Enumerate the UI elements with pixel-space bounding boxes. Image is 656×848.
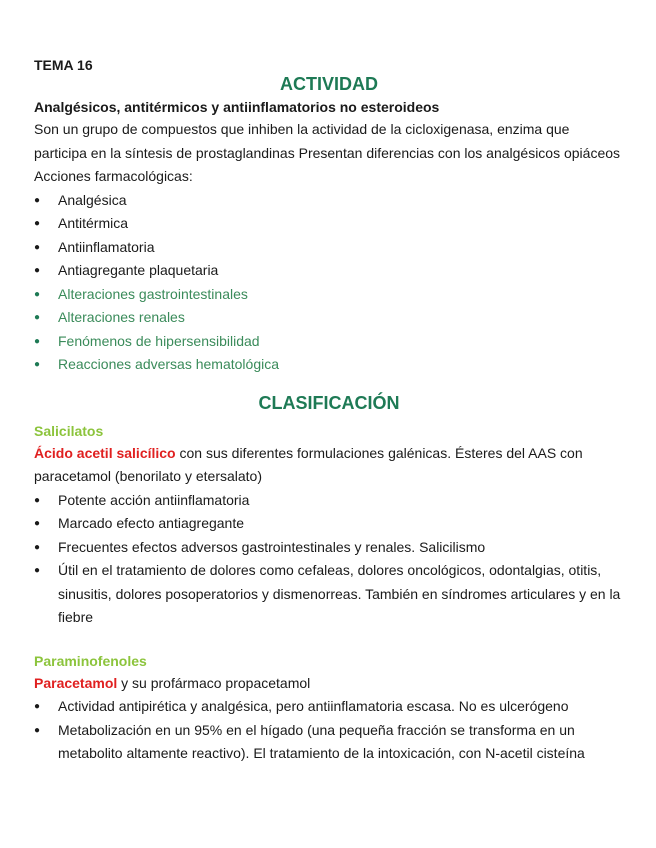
list-item: ● Útil en el tratamiento de dolores como cefaleas, dolores oncológicos, odontalgias, otitis, sinusitis, dolores posoperatorios y dismenorreas. También en síndromes articulares y en la fiebre [34, 559, 624, 630]
list-item: ● Metabolización en un 95% en el hígado (una pequeña fracción se transforma en un metabolito altamente reactivo). El tratamiento de la intoxicación, con N-acetil cisteína [34, 719, 624, 766]
list-item: ● Antitérmica [34, 212, 624, 236]
acciones-list [34, 189, 624, 377]
list-item: ● Antiinflamatoria [34, 236, 624, 260]
list-item: ● Frecuentes efectos adversos gastrointestinales y renales. Salicilismo [34, 536, 624, 560]
list-item: ● Antiagregante plaquetaria [34, 259, 624, 283]
salicilatos-paragraph [34, 442, 624, 489]
subtitle: Analgésicos, antitérmicos y antiinflamatorios no esteroideos [34, 99, 440, 115]
list-item: ● Alteraciones gastrointestinales [34, 283, 624, 307]
list-item: ● Potente acción antiinflamatoria [34, 489, 624, 513]
list-item: ● Analgésica [34, 189, 624, 213]
subheading-salicilatos: Salicilatos [34, 422, 104, 439]
subheading-paraminofenoles: Paraminofenoles [34, 652, 147, 669]
drug-description: con sus diferentes formulaciones galénicas. Ésteres del AAS con paracetamol (benorilato y etersalato) [34, 444, 583, 484]
paraminofenoles-list [34, 695, 624, 766]
document-page [34, 55, 624, 766]
drug-name: Paracetamol [34, 674, 118, 691]
section-title-clasificacion: CLASIFICACIÓN [258, 392, 400, 413]
list-item: ● Fenómenos de hipersensibilidad [34, 330, 624, 354]
spacer [34, 630, 624, 648]
drug-description: y su profármaco propacetamol [117, 674, 311, 691]
topic-label: TEMA 16 [34, 57, 93, 73]
list-item: ● Marcado efecto antiagregante [34, 512, 624, 536]
intro-paragraph: Son un grupo de compuestos que inhiben la actividad de la cicloxigenasa, enzima que participa en la síntesis de prostaglandinas Presentan diferencias con los analgésicos opiáceos [34, 121, 621, 161]
list-item: ● Reacciones adversas hematológica [34, 353, 624, 377]
drug-name: Ácido acetil salicílico [34, 444, 176, 461]
list-item: ● Alteraciones renales [34, 306, 624, 330]
salicilatos-list [34, 489, 624, 630]
list-item: ● Actividad antipirética y analgésica, pero antiinflamatoria escasa. No es ulcerógeno [34, 695, 624, 719]
acciones-label: Acciones farmacológicas: [34, 168, 193, 184]
section-title-actividad: ACTIVIDAD [280, 74, 378, 94]
paraminofenoles-paragraph [34, 672, 624, 696]
